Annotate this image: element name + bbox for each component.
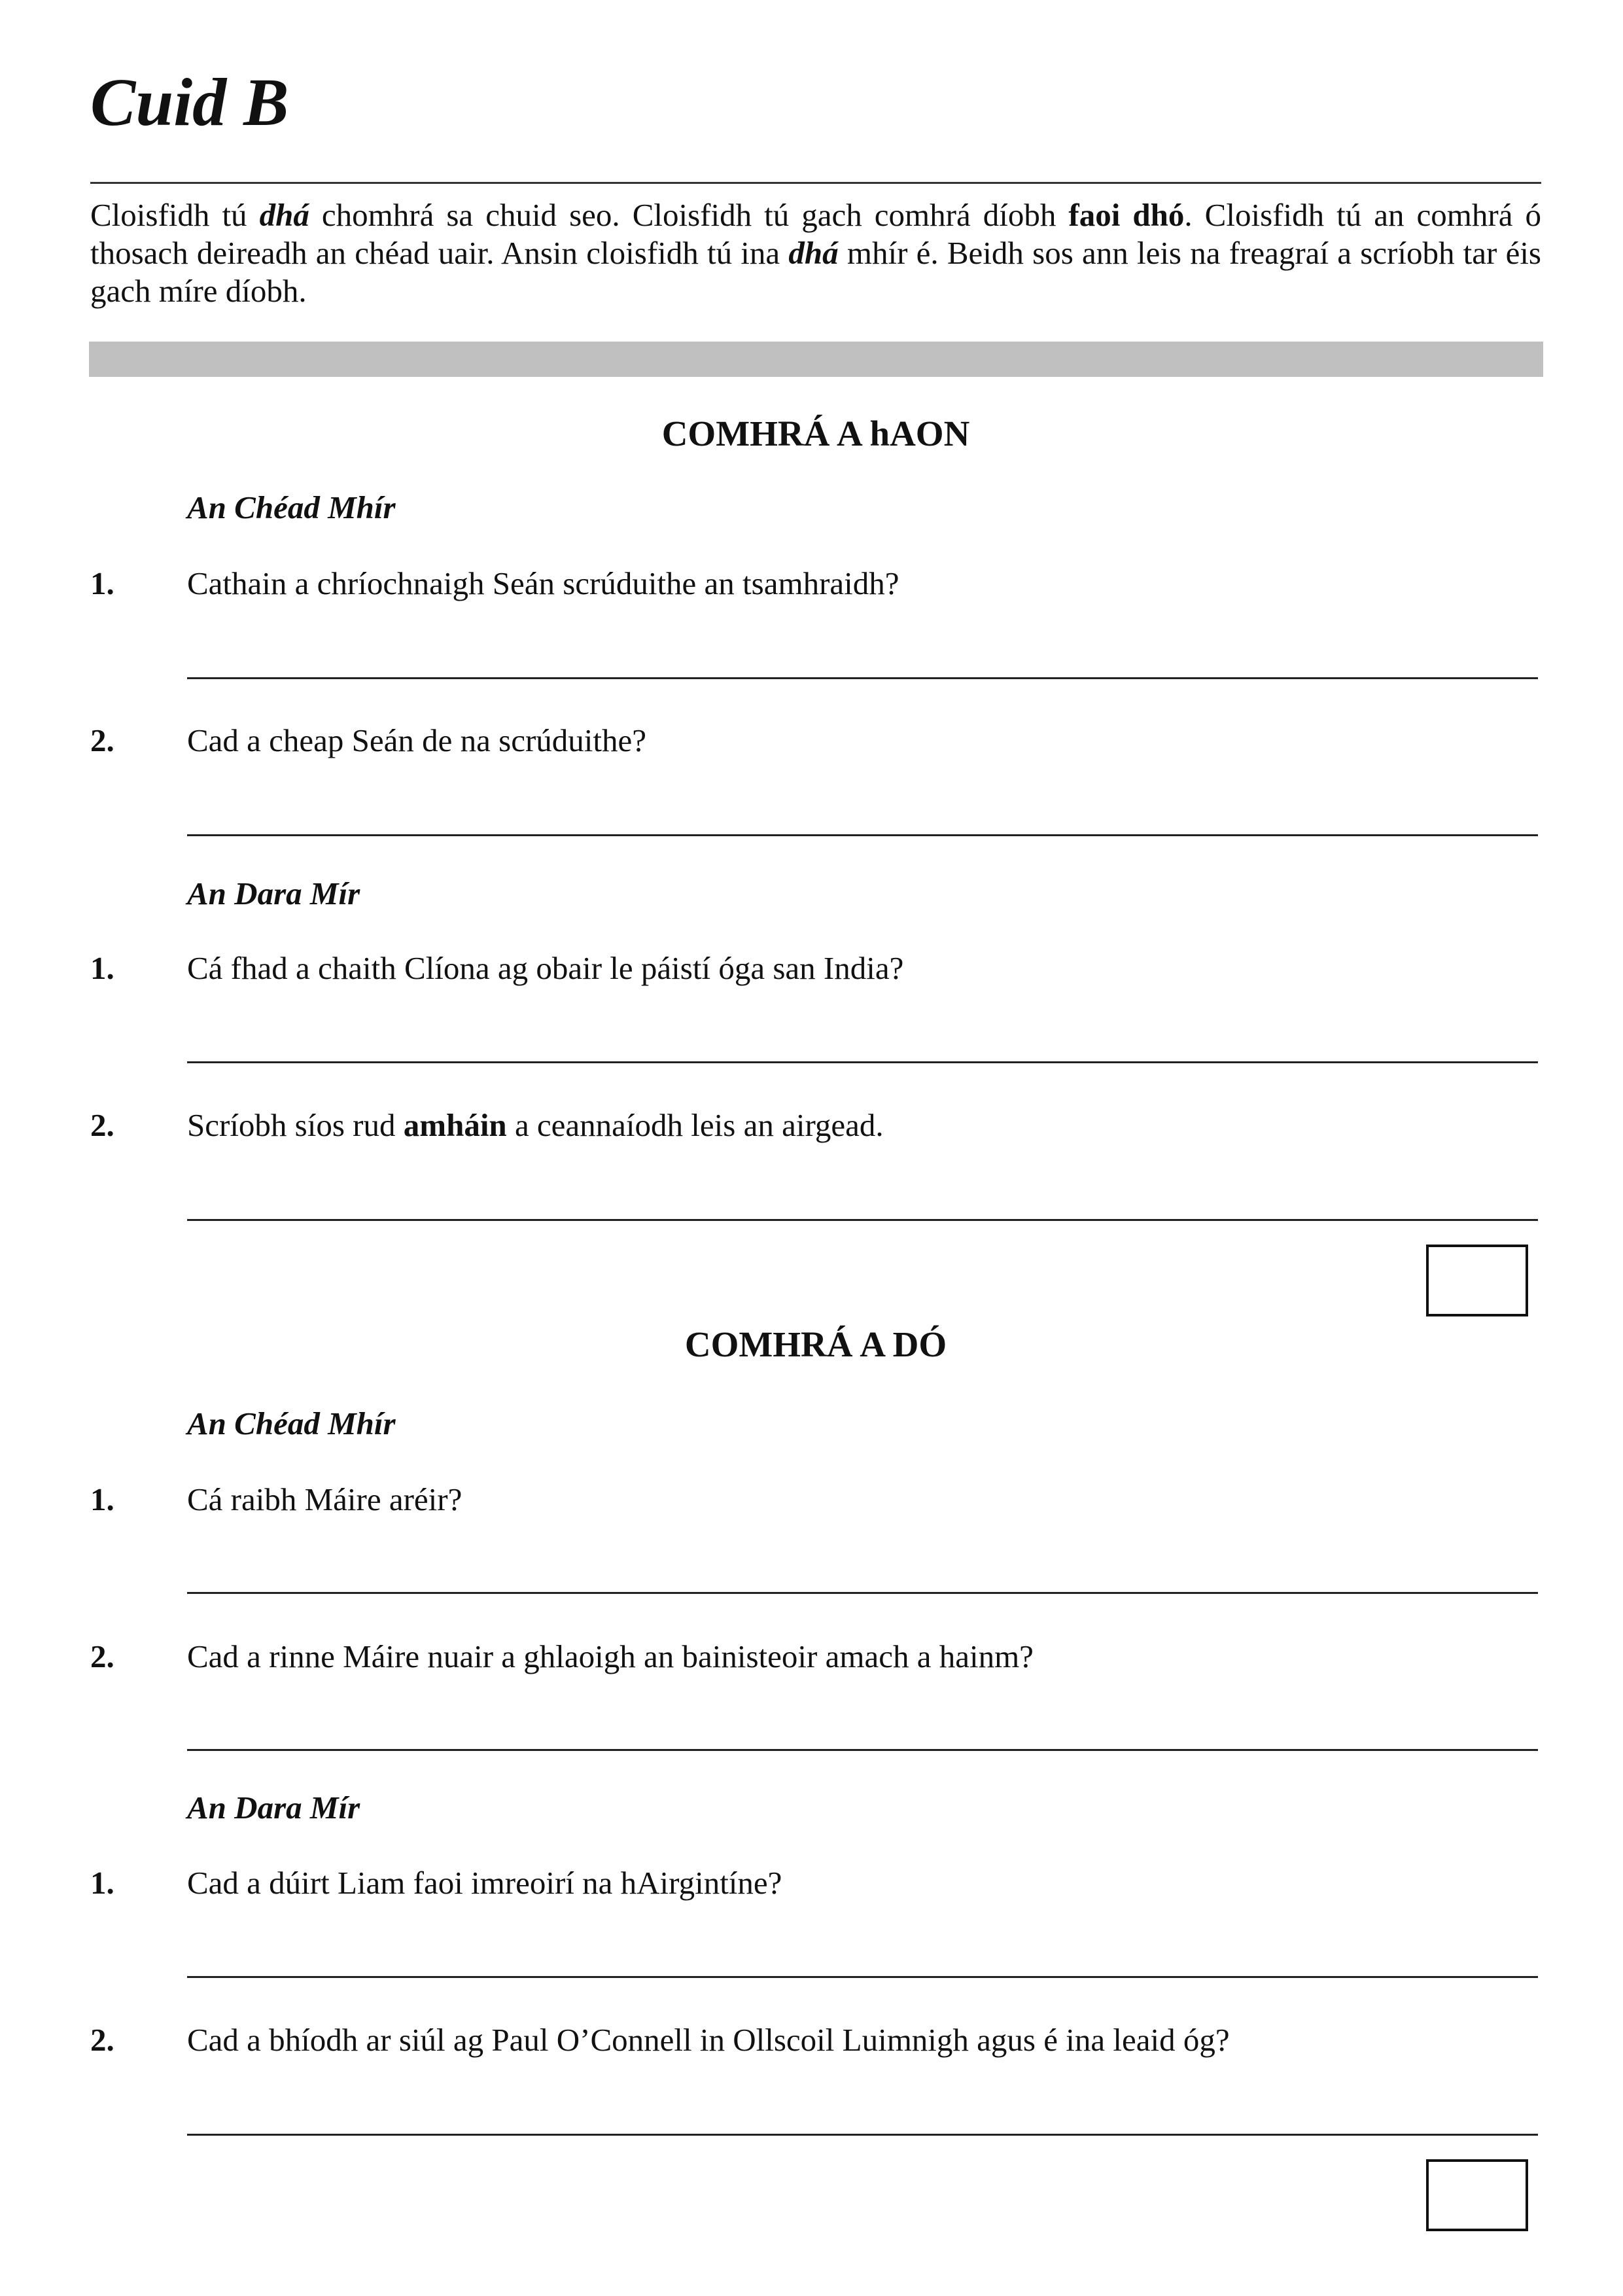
question-number: 2. <box>90 722 114 758</box>
conversation-one-part-two-heading: An Dara Mír <box>187 875 360 911</box>
question-number: 2. <box>90 2022 114 2058</box>
question-number: 1. <box>90 950 114 986</box>
intro-emphasis: dhá <box>788 235 839 271</box>
question-number: 2. <box>90 1107 114 1143</box>
question-text: Cá fhad a chaith Clíona ag obair le páistí óga san India? <box>187 950 904 986</box>
answer-line[interactable] <box>187 1592 1538 1594</box>
answer-line[interactable] <box>187 1061 1538 1063</box>
answer-line[interactable] <box>187 1976 1538 1978</box>
answer-line[interactable] <box>187 834 1538 836</box>
score-box[interactable] <box>1426 1245 1528 1316</box>
title-divider <box>90 182 1541 184</box>
answer-line[interactable] <box>187 2134 1538 2136</box>
question-number: 1. <box>90 1481 114 1517</box>
question-number: 2. <box>90 1638 114 1674</box>
question-emphasis: amháin <box>403 1107 507 1143</box>
conversation-one-part-one-heading: An Chéad Mhír <box>187 489 396 525</box>
intro-emphasis: dhá <box>259 197 309 233</box>
section-separator-bar <box>89 342 1543 377</box>
question-text-part: Scríobh síos rud <box>187 1107 404 1143</box>
intro-text: . Cloisfidh tú an comhrá ó thosach deireadh an chéad uair. Ansin cloisfidh tú ina <box>90 197 1541 271</box>
answer-line[interactable] <box>187 1219 1538 1221</box>
conversation-two-part-one-heading: An Chéad Mhír <box>187 1405 396 1441</box>
score-box[interactable] <box>1426 2159 1528 2231</box>
answer-line[interactable] <box>187 677 1538 679</box>
question-text: Cad a dúirt Liam faoi imreoirí na hAirgintíne? <box>187 1865 782 1901</box>
question-text: Cad a cheap Seán de na scrúduithe? <box>187 722 647 758</box>
question-number: 1. <box>90 1865 114 1901</box>
intro-text: Cloisfidh tú <box>90 197 260 233</box>
question-text <box>187 1106 884 1145</box>
intro-text: chomhrá sa chuid seo. Cloisfidh tú gach comhrá díobh <box>309 197 1069 233</box>
instructions-paragraph <box>90 196 1541 310</box>
conversation-two-heading: COMHRÁ A DÓ <box>684 1324 947 1364</box>
question-text: Cá raibh Máire aréir? <box>187 1481 462 1517</box>
conversation-two-part-two-heading: An Dara Mír <box>187 1790 360 1826</box>
page-title: Cuid B <box>90 65 289 140</box>
question-text-part: a ceannaíodh leis an airgead. <box>506 1107 884 1143</box>
question-text: Cathain a chríochnaigh Seán scrúduithe an tsamhraidh? <box>187 565 899 601</box>
conversation-one-heading: COMHRÁ A hAON <box>661 414 970 453</box>
intro-text: mhír é. Beidh sos ann leis na freagraí a scríobh tar éis gach míre díobh. <box>90 235 1541 309</box>
question-text: Cad a bhíodh ar siúl ag Paul O’Connell in Ollscoil Luimnigh agus é ina leaid óg? <box>187 2022 1230 2058</box>
question-number: 1. <box>90 565 114 601</box>
intro-emphasis: faoi dhó <box>1068 197 1185 233</box>
question-text: Cad a rinne Máire nuair a ghlaoigh an bainisteoir amach a hainm? <box>187 1638 1034 1674</box>
answer-line[interactable] <box>187 1749 1538 1751</box>
